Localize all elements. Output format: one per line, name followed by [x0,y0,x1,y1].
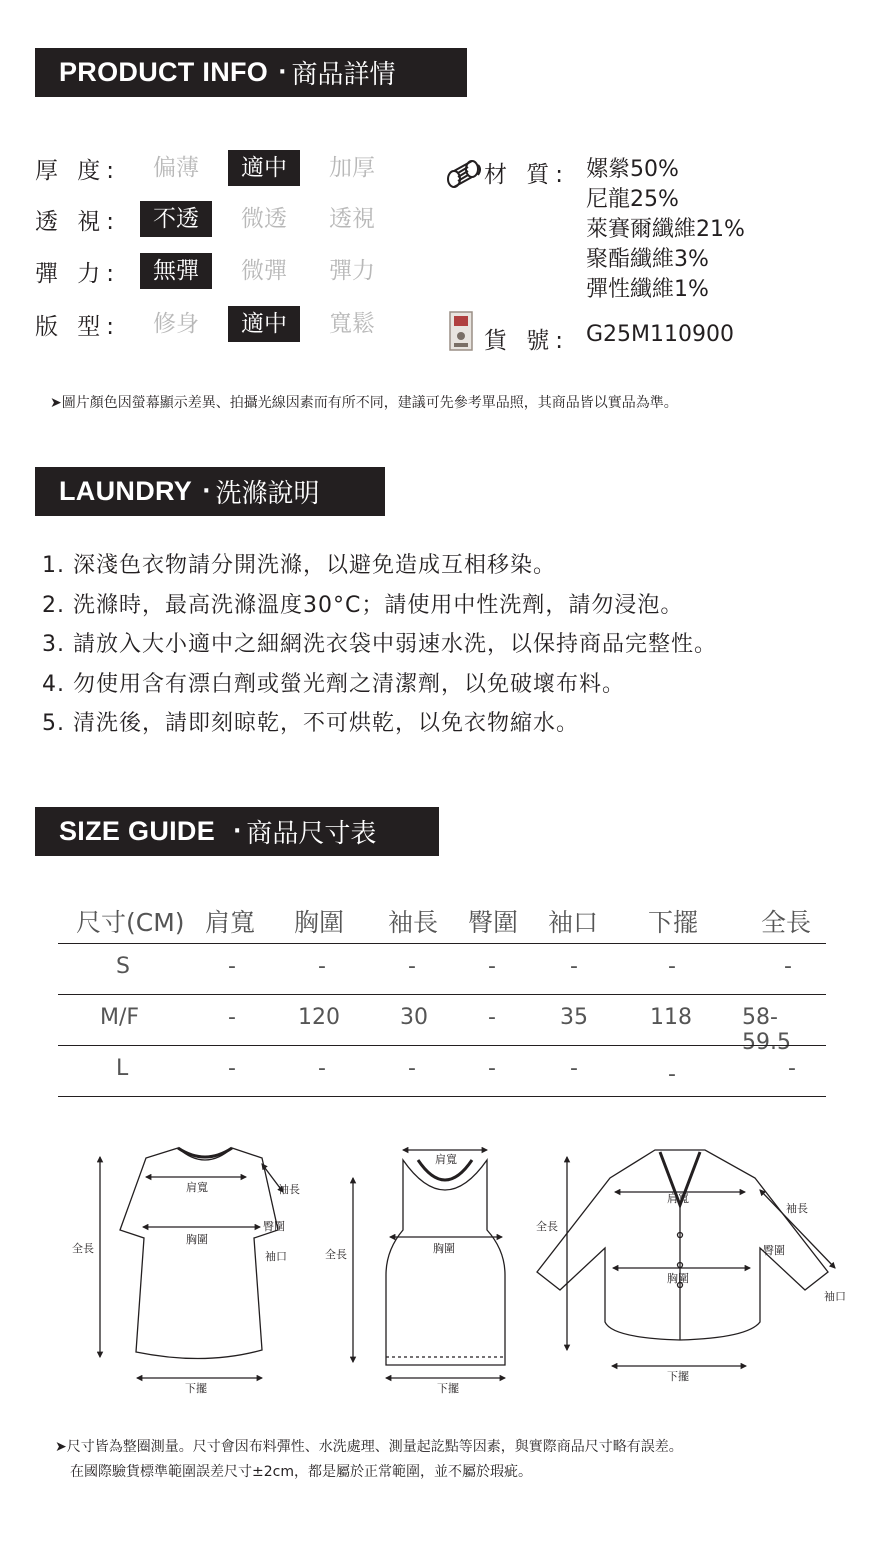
size-guide-title-zh: 商品尺寸表 [246,819,377,849]
label-length: 全長 [72,1242,94,1255]
label-length: 全長 [536,1220,558,1233]
label-sleeve: 袖長 [278,1183,300,1196]
material-item: 彈性纖維1% [586,277,709,302]
laundry-list [42,546,717,744]
laundry-dot: · [202,479,211,504]
material-list [586,155,745,305]
value-cell: - [668,954,676,979]
value-cell: - [784,954,792,979]
attr-row-thickness [35,150,145,186]
label-shoulder: 肩寬 [435,1153,457,1166]
header-hip: 臀圍 [468,908,519,937]
label-chest: 胸圍 [433,1242,455,1255]
product-info-title-zh: 商品詳情 [291,60,396,90]
attr-row-elasticity [35,253,145,289]
size-guide-header [35,807,439,856]
label-hip: 臀圍 [763,1244,785,1257]
label-chest: 胸圍 [667,1272,689,1285]
label-hem: 下擺 [437,1382,459,1395]
attr-option: 偏薄 [153,155,199,181]
attr-option: 寬鬆 [329,311,375,337]
value-cell: 35 [560,1005,588,1030]
label-hem: 下擺 [667,1370,689,1383]
size-cell: S [116,954,130,979]
thread-spool-icon [444,155,484,189]
value-cell: 118 [650,1005,692,1030]
tag-icon [448,310,478,354]
laundry-item: 4. 勿使用含有漂白劑或螢光劑之清潔劑，以免破壞布料。 [42,671,625,697]
attr-option: 適中 [228,306,300,342]
label-hip: 臀圍 [263,1220,285,1233]
tank-outline [386,1160,505,1365]
size-guide-dot: · [233,819,242,844]
attr-option: 透視 [329,206,375,232]
attr-row-fit [35,306,145,342]
laundry-item: 3. 請放入大小適中之細網洗衣袋中弱速水洗，以保持商品完整性。 [42,632,717,657]
table-row [58,994,826,1055]
sku-value: G25M110900 [586,322,735,347]
header-hem: 下擺 [648,908,699,937]
label-cuff: 袖口 [824,1290,846,1303]
cardigan-diagram [537,1150,835,1366]
material-label: 材 質: [484,162,570,188]
attr-label: 厚 度: [35,157,121,184]
label-chest: 胸圍 [186,1233,208,1246]
material-item: 萊賽爾纖維21% [586,217,745,242]
material-item: 聚酯纖維3% [586,247,709,272]
header-cuff: 袖口 [548,908,599,937]
size-cell: L [116,1056,129,1081]
dress-collar [178,1148,232,1157]
value-cell: - [408,954,416,979]
label-hem: 下擺 [185,1382,207,1395]
measurement-diagrams [0,1130,875,1400]
table-bottom-line [58,1096,826,1097]
label-sleeve: 袖長 [786,1202,808,1215]
value-cell: - [488,1056,496,1081]
header-sleeve: 袖長 [388,908,439,937]
table-row [58,943,826,995]
size-table [58,895,826,1100]
attr-label: 透 視: [35,208,121,235]
value-cell: - [228,1056,236,1081]
color-note: ➤圖片顏色因螢幕顯示差異、拍攝光線因素而有所不同，建議可先參考單品照，其商品皆以實品為準。 [50,395,678,411]
laundry-item: 2. 洗滌時，最高洗滌溫度30°C；請使用中性洗劑，請勿浸泡。 [42,592,684,618]
attr-option: 加厚 [329,155,375,181]
header-length: 全長 [761,908,812,937]
label-shoulder: 肩寬 [186,1181,208,1194]
value-cell: - [488,1005,496,1030]
attr-option: 修身 [153,311,199,337]
header-chest: 胸圍 [294,908,345,937]
label-length: 全長 [325,1248,347,1261]
value-cell: - [318,1056,326,1081]
attr-row-transparency [35,201,145,237]
material-item: 嫘縈50% [586,157,679,182]
product-info-title-en: PRODUCT INFO [59,57,269,87]
laundry-title-en: LAUNDRY [59,476,193,506]
value-cell: - [668,1062,676,1087]
attr-label: 版 型: [35,313,121,340]
laundry-item: 1. 深淺色衣物請分開洗滌，以避免造成互相移染。 [42,553,556,578]
attr-label: 彈 力: [35,260,121,287]
attr-option: 彈力 [329,258,375,284]
laundry-header [35,467,385,516]
attr-option: 不透 [140,201,212,237]
value-cell: 120 [298,1005,340,1030]
dress-outline [120,1148,278,1359]
value-cell: 30 [400,1005,428,1030]
attr-option: 無彈 [140,253,212,289]
attr-option: 微彈 [241,258,287,284]
attr-option: 適中 [228,150,300,186]
size-table-header [58,895,826,943]
header-size: 尺寸(CM) [76,908,185,937]
value-cell: - [228,954,236,979]
header-shoulder: 肩寬 [205,908,256,937]
sku-label: 貨 號: [484,328,570,354]
size-note-1: ➤尺寸皆為整圈測量。尺寸會因布料彈性、水洗處理、測量起訖點等因素，與實際商品尺寸略有誤差。 [55,1439,683,1455]
value-cell: - [488,954,496,979]
size-guide-title-en: SIZE GUIDE [59,816,216,846]
value-cell: - [408,1056,416,1081]
table-row [58,1045,826,1097]
value-cell: - [318,954,326,979]
product-info-dot: · [278,60,287,85]
attr-option: 微透 [241,206,287,232]
size-note-2: 在國際驗貨標準範圍誤差尺寸±2cm，都是屬於正常範圍，並不屬於瑕疵。 [70,1464,532,1480]
label-cuff: 袖口 [265,1250,287,1263]
size-cell: M/F [100,1005,140,1030]
tank-diagram [353,1150,505,1378]
value-cell: - [570,1056,578,1081]
label-shoulder: 肩寬 [667,1192,689,1205]
material-item: 尼龍25% [586,187,679,212]
value-cell: - [788,1056,796,1081]
product-info-header [35,48,467,97]
laundry-title-zh: 洗滌說明 [215,479,320,509]
value-cell: 58-59.5 [742,1005,791,1055]
value-cell: - [228,1005,236,1030]
value-cell: - [570,954,578,979]
laundry-item: 5. 清洗後，請即刻晾乾，不可烘乾，以免衣物縮水。 [42,711,579,736]
